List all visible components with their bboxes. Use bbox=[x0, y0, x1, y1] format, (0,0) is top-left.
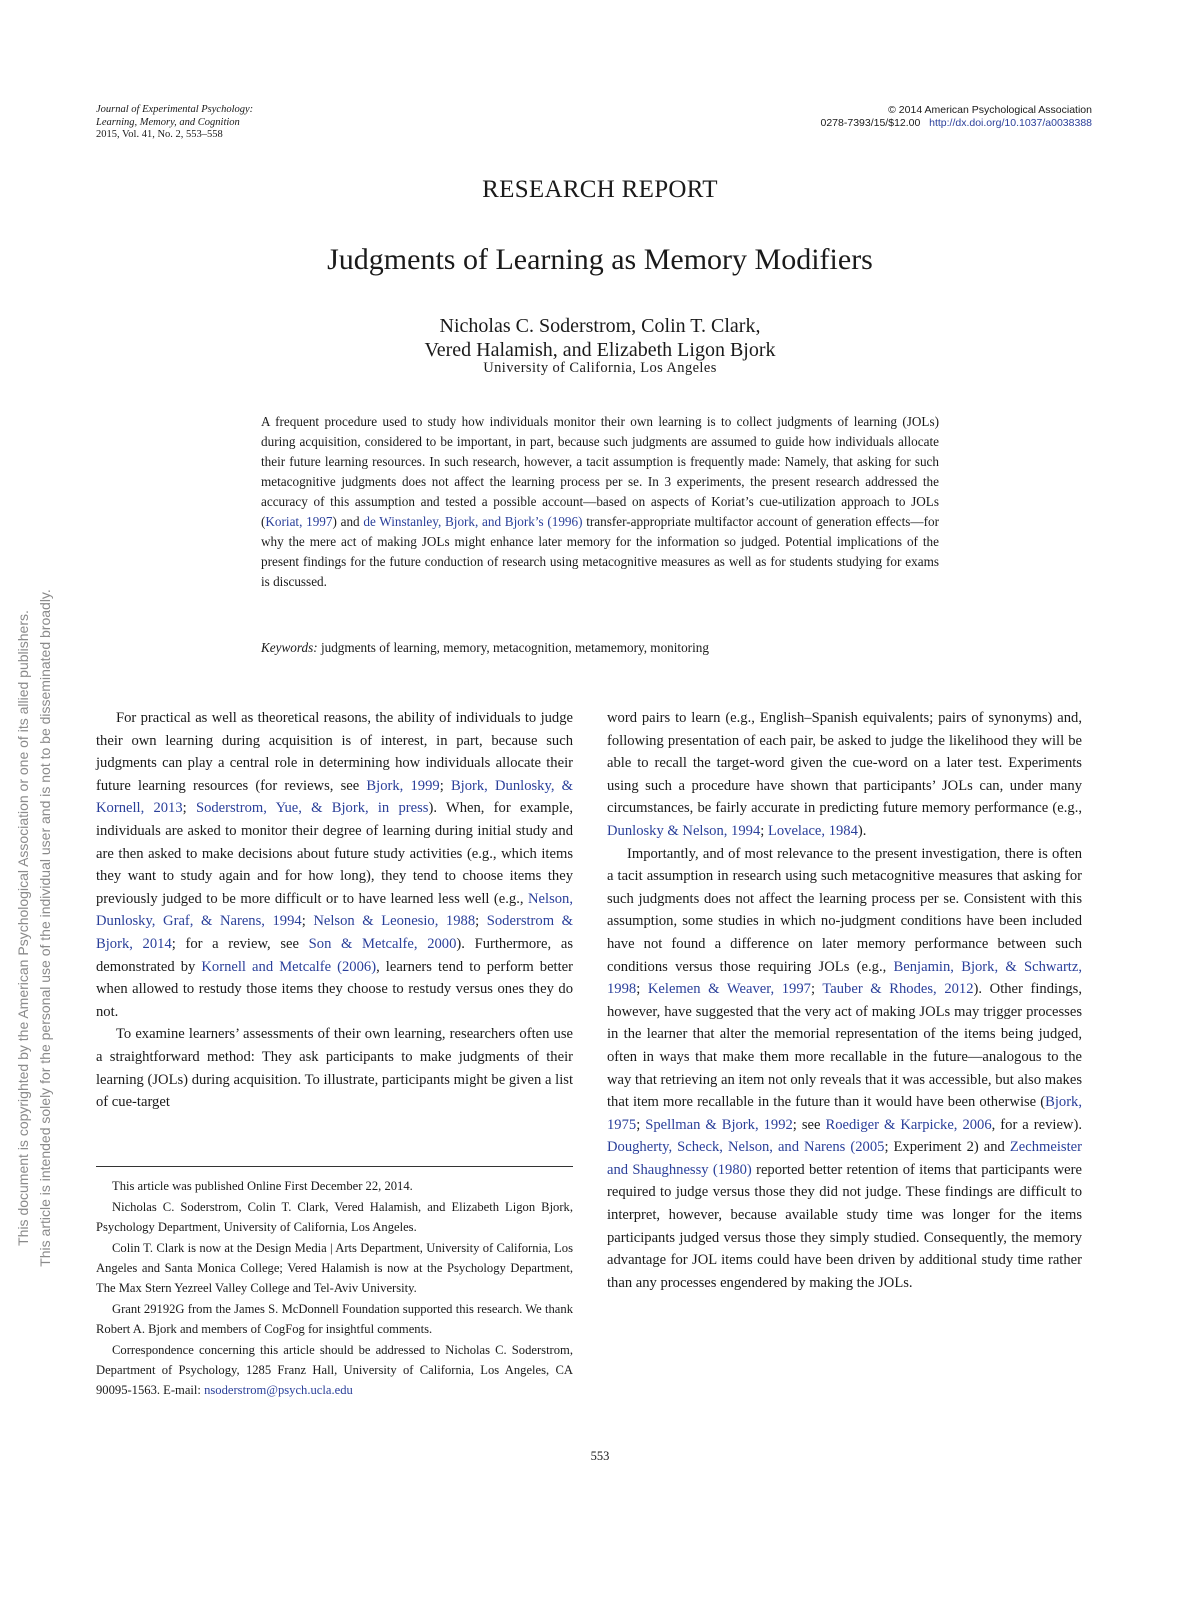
article-type-label: RESEARCH REPORT bbox=[482, 176, 718, 203]
citation-link[interactable]: Zechmeister and Shaughnessy (1980) bbox=[607, 1139, 1082, 1178]
footnote-divider bbox=[96, 1166, 573, 1167]
watermark-line-1: This document is copyrighted by the American Psychological Association or one of its allied publishers. bbox=[15, 610, 31, 1246]
article-title: Judgments of Learning as Memory Modifiers bbox=[327, 243, 873, 276]
footnote-published: This article was published Online First December 22, 2014. bbox=[112, 1179, 413, 1193]
body-text: Importantly, and of most relevance to the present investigation, there is often a tacit assumption in research using such metacognitive measures that asking for such judgments does not affect the learning process per se. Consistent with this assumption, some studies in which no-judgment conditions have been included have not found a difference on later memory performance between such conditions versus those requiring JOLs (e.g., bbox=[607, 845, 1082, 975]
footnote-clark: Colin T. Clark is now at the Design Media | Arts Department, University of California, Los Angeles and Santa Monica College; Vered Halamish is now at the Psychology Department, The Max Stern Yezreel Valley College and Tel-Aviv University. bbox=[96, 1241, 573, 1295]
citation-link[interactable]: Bjork, 1999 bbox=[366, 777, 440, 794]
body-text: ; bbox=[301, 913, 314, 930]
abstract-text-2: ) and bbox=[332, 514, 364, 529]
issn-doi-line bbox=[821, 117, 1093, 130]
journal-name-line2: Learning, Memory, and Cognition bbox=[96, 116, 240, 128]
body-text: ; bbox=[636, 1116, 646, 1133]
body-paragraph: To examine learners’ assessments of their own learning, researchers often use a straightforward method: They ask participants to make judgments of their learning (JOLs) during acquisition. To illustrate, participants might be given a list of cue-target bbox=[96, 1026, 573, 1111]
journal-info bbox=[96, 104, 253, 142]
affiliation: University of California, Los Angeles bbox=[483, 360, 717, 376]
body-text: ; for a review, see bbox=[171, 935, 309, 952]
watermark-line-2: This article is intended solely for the personal use of the individual user and is not to be disseminated broadly. bbox=[37, 589, 53, 1267]
citation-link[interactable]: Koriat, 1997 bbox=[265, 514, 333, 529]
body-text: , learners tend to perform better when allowed to restudy those items they choose to restudy versus ones they do not. bbox=[96, 958, 574, 1020]
body-column-right bbox=[607, 707, 1082, 1294]
citation-link[interactable]: Kelemen & Weaver, 1997 bbox=[647, 981, 811, 998]
citation-link[interactable]: Soderstrom, Yue, & Bjork, in press bbox=[195, 800, 429, 817]
body-text: word pairs to learn (e.g., English–Spanish equivalents; pairs of synonyms) and, following presentation of each pair, be asked to judge the likelihood they will be able to recall the target-word given the cue-word on a later test. Experiments using such a procedure have shown that participants’ JOLs can, under many circumstances, be fairly accurate in predicting future memory performance (e.g., bbox=[607, 710, 1082, 817]
page-number: 553 bbox=[590, 1449, 610, 1463]
authors-line-1: Nicholas C. Soderstrom, Colin T. Clark, bbox=[439, 315, 761, 337]
body-text: ). Furthermore, as demonstrated by bbox=[96, 935, 573, 975]
citation-link[interactable]: Tauber & Rhodes, 2012 bbox=[822, 981, 974, 998]
citation-link[interactable]: Dunlosky & Nelson, 1994 bbox=[607, 822, 761, 839]
citation-link[interactable]: Nelson & Leonesio, 1988 bbox=[313, 913, 476, 930]
body-text: ; bbox=[810, 981, 823, 998]
body-text: ). bbox=[857, 822, 867, 839]
body-text: ). Other findings, however, have suggested that the very act of making JOLs may trigger processes in the learner that alter the memorial representation of the items being judged, often in ways that make them more recallable in the future—analogous to the way that retrieving an item not only reveals that it was accessible, but also makes that item more recallable in the future than it would have been otherwise ( bbox=[607, 981, 1082, 1111]
body-text: ; bbox=[182, 800, 196, 817]
body-text: ; see bbox=[792, 1116, 826, 1133]
citation-link[interactable]: Son & Metcalfe, 2000 bbox=[308, 935, 457, 952]
citation-link[interactable]: Bjork, 1975 bbox=[607, 1094, 1082, 1133]
citation-link[interactable]: Roediger & Karpicke, 2006 bbox=[825, 1116, 992, 1133]
citation-link[interactable]: Lovelace, 1984 bbox=[767, 822, 858, 839]
copyright-line: © 2014 American Psychological Association bbox=[888, 104, 1092, 116]
body-paragraph bbox=[607, 843, 1082, 1295]
citation-link[interactable]: Kornell and Metcalfe (2006) bbox=[201, 958, 377, 975]
author-list bbox=[0, 314, 1200, 362]
footnote-grant: Grant 29192G from the James S. McDonnell Foundation supported this research. We thank Robert A. Bjork and members of CogFog for insightful comments. bbox=[96, 1302, 573, 1336]
citation-link[interactable]: Soderstrom & Bjork, 2014 bbox=[96, 913, 573, 952]
keywords-label: Keywords: bbox=[261, 640, 318, 655]
authors-line-2: Vered Halamish, and Elizabeth Ligon Bjork bbox=[424, 339, 776, 361]
email-link[interactable]: nsoderstrom@psych.ucla.edu bbox=[204, 1383, 353, 1397]
citation-link[interactable]: Dougherty, Scheck, Nelson, and Narens (2005 bbox=[607, 1139, 885, 1156]
body-text: ; Experiment 2) and bbox=[884, 1139, 1010, 1156]
body-text: ; bbox=[475, 913, 487, 930]
doi-link[interactable]: http://dx.doi.org/10.1037/a0038388 bbox=[929, 116, 1092, 129]
abstract-text-1: A frequent procedure used to study how individuals monitor their own learning is to collect judgments of learning (JOLs) during acquisition, considered to be important, in part, because such judgments are assumed to guide how individuals allocate their future learning resources. In such research, however, a tacit assumption is frequently made: Namely, that asking for such metacognitive judgments does not affect the learning process per se. In 3 experiments, the present research addressed the accuracy of this assumption and tested a possible account—based on aspects of Koriat’s cue-utilization approach to JOLs ( bbox=[261, 414, 939, 529]
abstract-text-3: transfer-appropriate multifactor account of generation effects—for why the mere act of making JOLs might enhance later memory for the information so judged. Potential implications of the present findings for the future conduction of research using metacognitive measures as well as for students studying for exams is discussed. bbox=[261, 514, 939, 589]
body-paragraph bbox=[607, 707, 1082, 843]
citation-link[interactable]: Spellman & Bjork, 1992 bbox=[645, 1116, 793, 1133]
body-text: ; bbox=[760, 822, 768, 839]
correspondence-text: Correspondence concerning this article should be addressed to Nicholas C. Soderstrom, Department of Psychology, 1285 Franz Hall, University of California, Los Angeles, CA 90095-1563. E-mail: bbox=[96, 1343, 573, 1397]
issn: 0278-7393/15/$12.00 bbox=[820, 116, 921, 129]
body-paragraph bbox=[96, 707, 573, 1023]
body-text: ; bbox=[636, 981, 648, 998]
footnotes bbox=[96, 1176, 573, 1401]
body-text: ). When, for example, individuals are asked to monitor their degree of learning during initial study and are then asked to make decisions about future study activities (e.g., which items they want to study again and for how long), they tend to choose items they previously judged to be more difficult or to have learned less well (e.g., bbox=[96, 800, 573, 907]
copyright-watermark bbox=[12, 418, 56, 1438]
body-column-left bbox=[96, 707, 573, 1114]
body-text: For practical as well as theoretical reasons, the ability of individuals to judge their own learning during acquisition is of interest, in part, because such judgments can play a central role in determining how individuals allocate their future learning resources (for reviews, see bbox=[96, 710, 573, 794]
keywords-text: judgments of learning, memory, metacognition, metamemory, monitoring bbox=[317, 640, 709, 655]
journal-name-line1: Journal of Experimental Psychology: bbox=[96, 104, 254, 115]
citation-link[interactable]: de Winstanley, Bjork, and Bjork’s (1996) bbox=[363, 514, 583, 529]
footnote-authors: Nicholas C. Soderstrom, Colin T. Clark, Vered Halamish, and Elizabeth Ligon Bjork, Psychology Department, University of California, Los Angeles. bbox=[96, 1200, 573, 1234]
citation-link[interactable]: Nelson, Dunlosky, Graf, & Narens, 1994 bbox=[96, 890, 573, 930]
citation-link[interactable]: Benjamin, Bjork, & Schwartz, 1998 bbox=[607, 958, 1082, 998]
abstract bbox=[261, 412, 939, 592]
footnote-correspondence bbox=[96, 1340, 573, 1400]
citation-link[interactable]: Bjork, Dunlosky, & Kornell, 2013 bbox=[96, 777, 574, 817]
keywords bbox=[261, 640, 939, 656]
copyright-info bbox=[821, 104, 1093, 129]
body-text: , for a review). bbox=[991, 1116, 1082, 1133]
body-text: reported better retention of items that participants were required to judge versus those they did not judge. These findings are difficult to interpret, however, because available study time was longer for the items participants judged versus those they simply studied. Consequently, the memory advantage for JOL items could have been driven by additional study time rather than any processes engendered by making the JOLs. bbox=[607, 1161, 1082, 1291]
body-text: ; bbox=[439, 777, 451, 794]
journal-volume: 2015, Vol. 41, No. 2, 553–558 bbox=[96, 129, 223, 140]
